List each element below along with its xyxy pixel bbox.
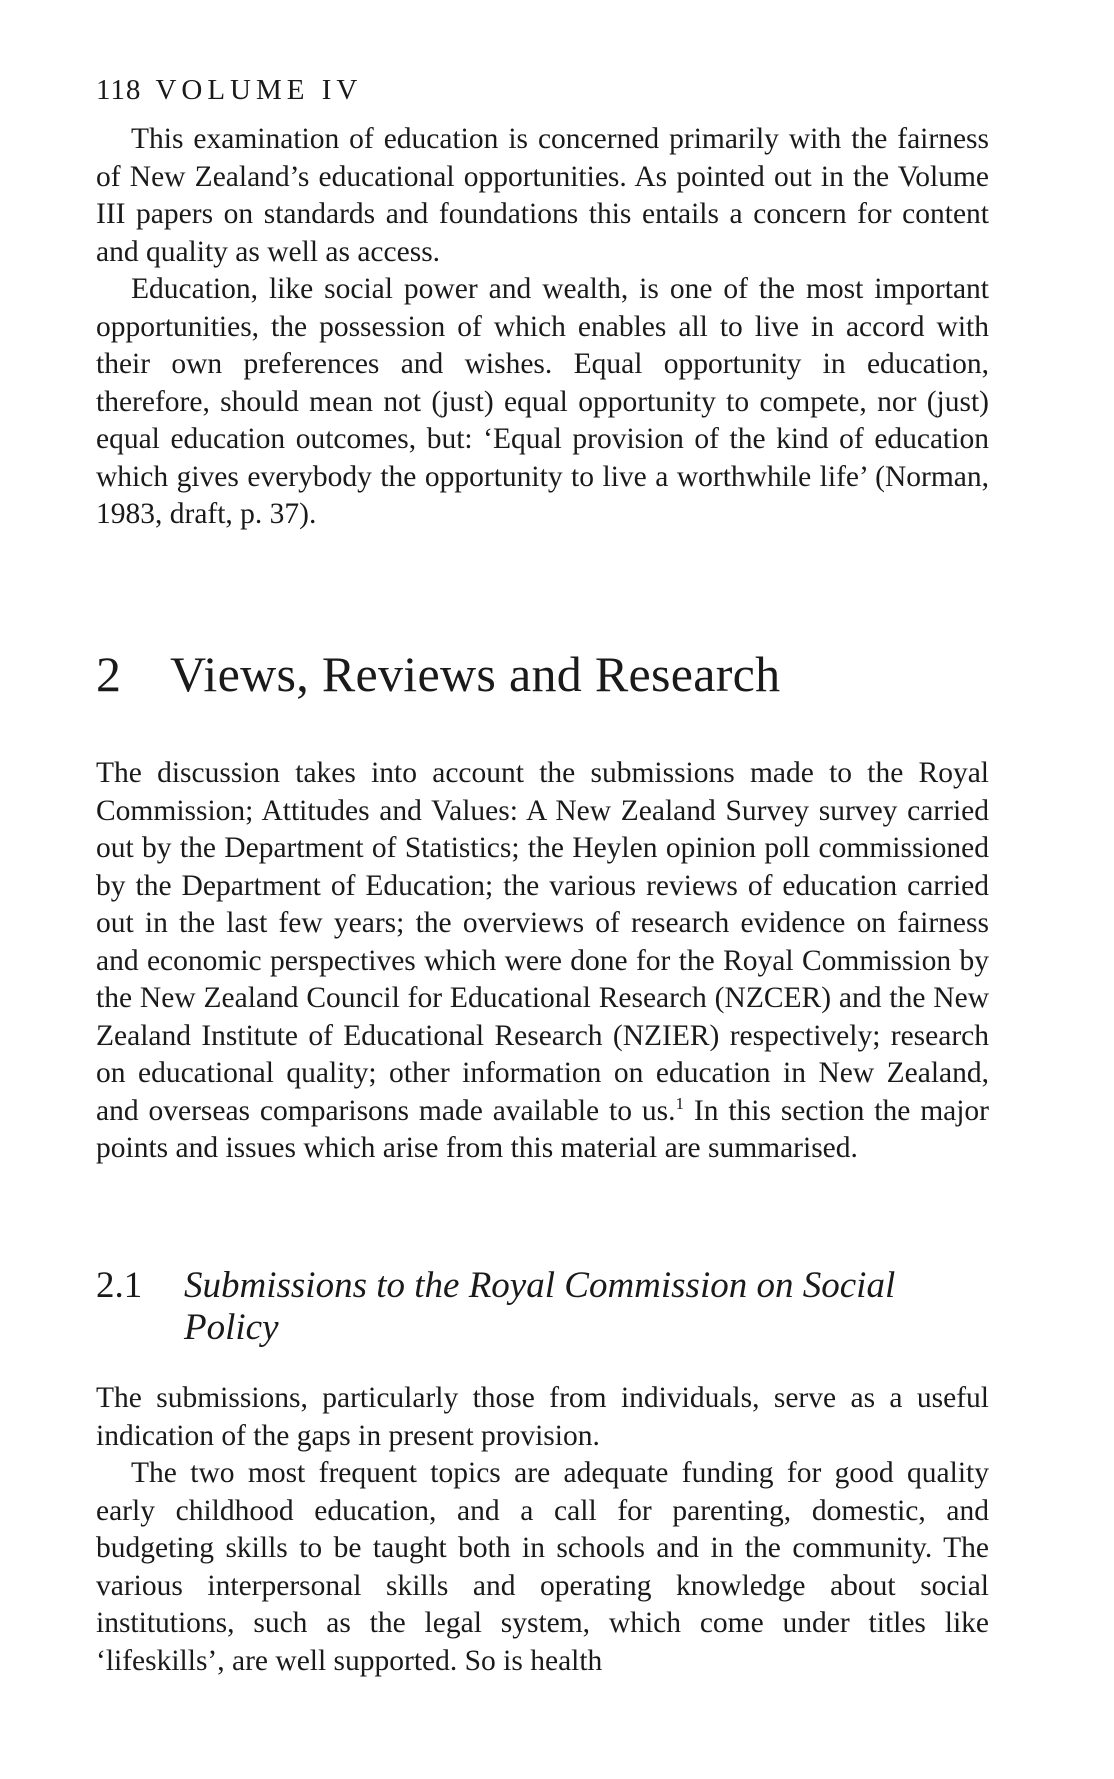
subsection-text <box>96 1380 989 1680</box>
subsection-paragraph-2: The two most frequent topics are adequate funding for good quality early childhood education, and a call for parenting, domestic, and budgeting skills to be taught both in schools and in the community. The various interpersonal skills and operating knowledge about social institutions, such as the legal system, which come under titles like ‘lifeskills’, are well supported. So is health <box>96 1457 989 1677</box>
section-2-text <box>96 755 989 1168</box>
intro-paragraph-2: Education, like social power and wealth, is one of the most important opportunities, the possession of which enables all to live in accord with their own preferences and wishes. Equal opportunity in education, therefore, should mean not (just) equal opportunity to compete, nor (just) equal education outcomes, but: ‘Equal provision of the kind of education which gives everybody the opportunity to live a worthwhile life’ (Norman, 1983, draft, p. 37). <box>96 273 989 530</box>
section-title: Views, Reviews and Research <box>170 646 781 702</box>
section-2-paragraph <box>96 755 989 1168</box>
volume-label: VOLUME IV <box>155 74 363 106</box>
intro-text <box>96 121 989 534</box>
intro-paragraph-1: This examination of education is concerned primarily with the fairness of New Zealand’s educational opportunities. As pointed out in the Volume III papers on standards and foundations this entails a concern for content and quality as well as access. <box>96 123 989 268</box>
page-number: 118 <box>96 74 142 106</box>
subsection-number: 2.1 <box>96 1265 143 1306</box>
running-head <box>96 76 362 105</box>
section-2-paragraph-continuation: In this section the major points and issues which arise from this material are summarised. <box>96 1094 990 1164</box>
subsection-paragraph-1: The submissions, particularly those from individuals, serve as a useful indication of the gaps in present provision. <box>96 1382 989 1452</box>
footnote-reference: 1 <box>675 1093 684 1113</box>
subsection-title: Submissions to the Royal Commission on Social Policy <box>184 1265 896 1348</box>
section-2-paragraph-text: The discussion takes into account the submissions made to the Royal Commission; Attitudes and Values: A New Zealand Survey survey carried out by the Department of Statistics; the Heylen opinion poll commissioned by the Department of Education; the various reviews of education carried out in the last few years; the overviews of research evidence on fairness and economic perspectives which were done for the Royal Commission by the New Zealand Council for Educational Research (NZCER) and the New Zealand Institute of Educational Research (NZIER) respectively; research on educational quality; other information on education in New Zealand, and overseas comparisons made available to us. <box>96 757 989 1127</box>
section-number: 2 <box>96 646 122 702</box>
section-heading <box>96 646 781 702</box>
